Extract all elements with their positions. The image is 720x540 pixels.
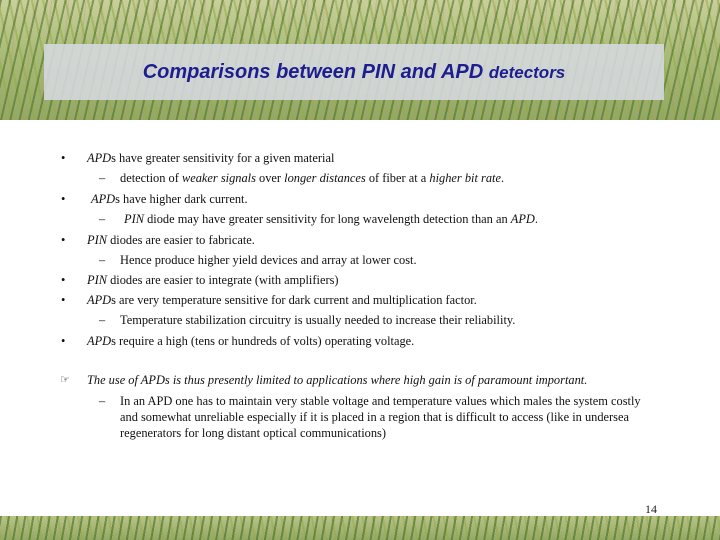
page-number: 14 xyxy=(645,502,657,516)
bullet-text: APDs have higher dark current. xyxy=(91,192,248,206)
slide-title-main: Comparisons between PIN and APD xyxy=(142,60,484,83)
footer-strip xyxy=(0,516,720,540)
bullet-text: PIN diodes are easier to fabricate. xyxy=(87,233,255,247)
slide-title-tail: detectors xyxy=(488,62,566,82)
bullet-marker: • xyxy=(61,273,66,287)
bullet-marker: • xyxy=(61,151,66,165)
bullet-text: PIN diodes are easier to integrate (with amplifiers) xyxy=(87,273,339,287)
sub-bullet-text: detection of weaker signals over longer distances of fiber at a higher bit rate. xyxy=(120,171,505,185)
bullet-marker: • xyxy=(61,293,66,307)
title-banner xyxy=(0,0,720,120)
sub-note-text: In an APD one has to maintain very stable voltage and temperature values which males the system costly and somewhat unreliable especially if it is placed in a region that is difficult to access (like in undersea regenerators for long distant optical communications) xyxy=(120,394,641,440)
bullet-marker: • xyxy=(61,233,66,247)
hand-pointer-icon: ☞ xyxy=(60,374,70,386)
dash-marker: – xyxy=(99,394,106,408)
dash-marker: – xyxy=(99,253,106,267)
dash-marker: – xyxy=(99,212,106,226)
title-box xyxy=(44,44,664,100)
dash-marker: – xyxy=(99,313,106,327)
sub-bullet-text: Hence produce higher yield devices and array at lower cost. xyxy=(120,253,417,267)
sub-bullet-text: Temperature stabilization circuitry is usually needed to increase their reliability. xyxy=(120,313,516,327)
bullet-text: APDs require a high (tens or hundreds of volts) operating voltage. xyxy=(87,334,415,348)
bullet-marker: • xyxy=(61,192,66,206)
bullet-marker: • xyxy=(61,334,66,348)
bullet-text: APDs are very temperature sensitive for dark current and multiplication factor. xyxy=(87,293,477,307)
dash-marker: – xyxy=(99,171,106,185)
note-text: The use of APDs is thus presently limited to applications where high gain is of paramount important. xyxy=(87,373,588,387)
bullet-text: APDs have greater sensitivity for a given material xyxy=(87,151,335,165)
slide-title xyxy=(143,61,566,84)
sub-bullet-text: PIN diode may have greater sensitivity for long wavelength detection than an APD. xyxy=(124,212,538,226)
